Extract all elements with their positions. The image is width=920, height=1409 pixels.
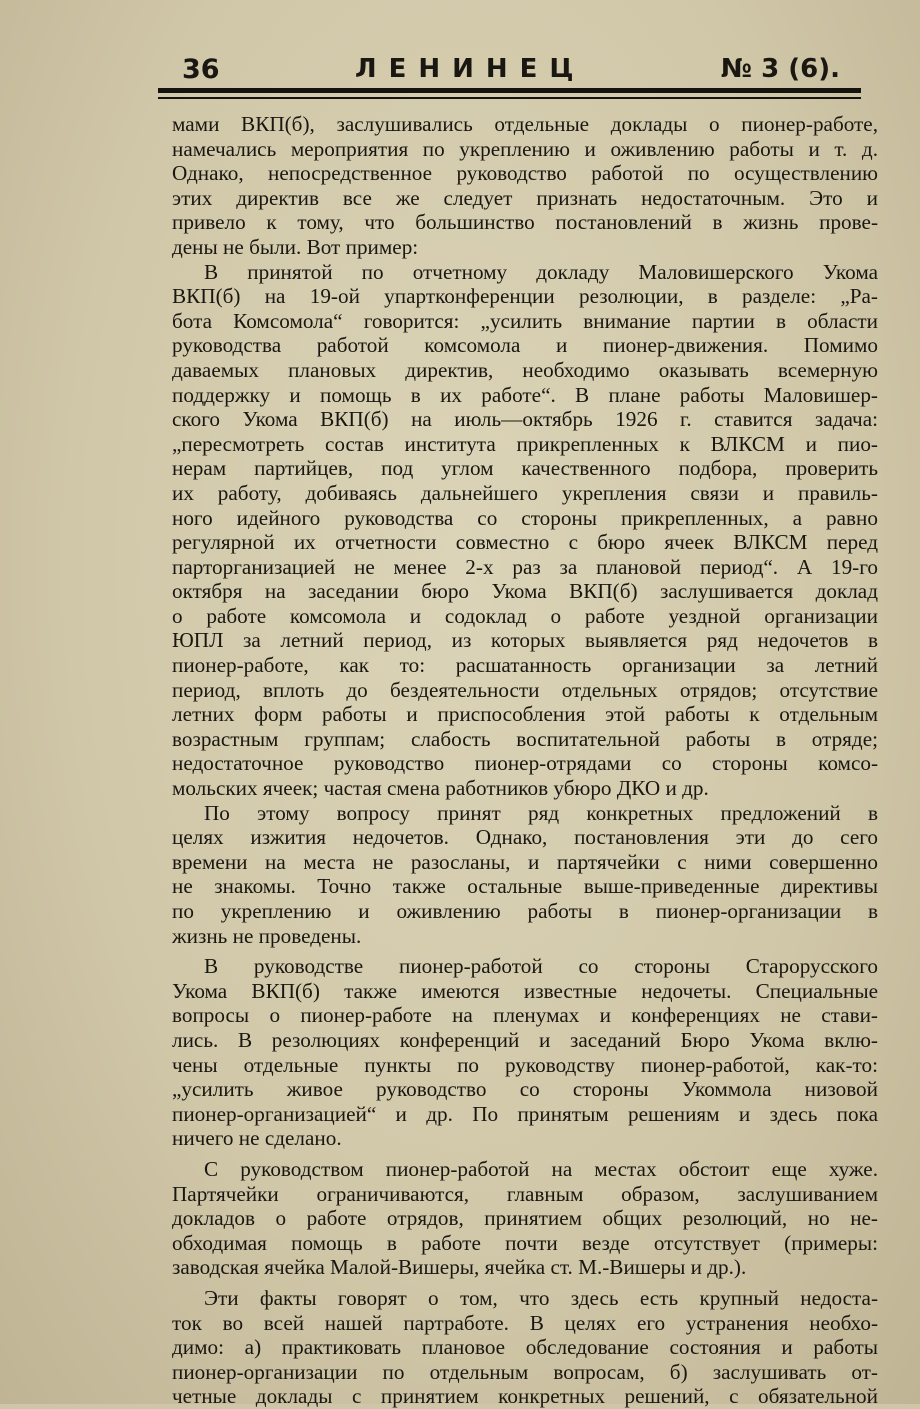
text-line: В принятой по отчетному докладу Маловишерского Укома — [204, 259, 878, 284]
text-line: пионер-работе, как то: расшатанность организации за летний — [172, 653, 878, 678]
text-line: руководства работой комсомола и пионер-движения. Помимо — [172, 333, 878, 358]
text-line: заводская ячейка Малой-Вишеры, ячейка ст. М.-Вишеры и др.). — [172, 1255, 747, 1280]
text-line: ского Укома ВКП(б) на июль—октябрь 1926 г. ставится задача: — [172, 407, 878, 432]
page-number: 36 — [182, 54, 220, 85]
issue-number: № 3 (6). — [720, 54, 840, 84]
text-line: ничего не сделано. — [172, 1126, 342, 1151]
paragraph — [172, 1157, 878, 1280]
text-line: парторганизацией не менее 2-х раз за плановой период“. А 19-го — [172, 554, 878, 579]
text-line: вопросы о пионер-работе на пленумах и конференциях не стави- — [172, 1003, 878, 1028]
text-line: жизнь не проведены. — [172, 923, 362, 948]
text-line: Укома ВКП(б) также имеются известные недочеты. Специальные — [172, 978, 878, 1003]
text-line: пионер-организации по отдельным вопросам, б) заслушивать от- — [172, 1359, 878, 1384]
text-line: обходимая помощь в работе почти везде отсутствует (примеры: — [172, 1230, 878, 1255]
text-line: летних форм работы и приспособления этой работы к отдельным — [172, 702, 878, 727]
text-line: недостаточное руководство пионер-отрядами со стороны комсо- — [172, 751, 878, 776]
text-line: ВКП(б) на 19-ой упартконференции резолюции, в разделе: „Ра- — [172, 284, 878, 309]
text-line: ного идейного руководства со стороны прикрепленных, а равно — [172, 505, 878, 530]
article-body — [172, 112, 878, 1409]
text-line: по укреплению и оживлению работы в пионер-организации в — [172, 899, 878, 923]
text-line: докладов о работе отрядов, принятием общих резолюций, но не- — [172, 1206, 878, 1231]
text-line: привело к тому, что большинство постановлений в жизнь прове- — [172, 210, 878, 235]
text-line: период, вплоть до бездеятельности отдельных отрядов; отсутствие — [172, 677, 878, 702]
journal-title: ЛЕНИНЕЦ — [355, 54, 586, 84]
text-line: этих директив все же следует признать недостаточным. Это и — [172, 185, 878, 210]
text-line: С руководством пионер-работой на местах обстоит еще хуже. — [204, 1156, 878, 1181]
text-line: В руководстве пионер-работой со стороны Старорусского — [204, 954, 878, 979]
text-line: мами ВКП(б), заслушивались отдельные доклады о пионер-работе, — [172, 112, 878, 136]
running-header — [160, 52, 860, 88]
text-line: Партячейки ограничиваются, главным образом, заслушиванием — [172, 1181, 878, 1206]
paragraph — [172, 954, 878, 1151]
text-line: пионер-организацией“ и др. По принятым решениям и здесь пока — [172, 1101, 878, 1126]
text-line: бота Комсомола“ говорится: „усилить внимание партии в области — [172, 308, 878, 333]
text-line: их работу, добиваясь дальнейшего укрепления связи и правиль- — [172, 480, 878, 505]
text-line: Однако, непосредственное руководство работой по осуществлению — [172, 161, 878, 186]
text-line: четные доклады с принятием конкретных решений, с обязательной — [172, 1384, 878, 1409]
paragraph — [172, 801, 878, 949]
header-rule-thin — [158, 97, 861, 99]
text-line: лись. В резолюциях конференций и заседаний Бюро Укома вклю- — [172, 1027, 878, 1052]
text-line: ток во всей нашей партработе. В целях его устранения необхо- — [172, 1310, 878, 1335]
text-line: ЮПЛ за летний период, из которых выявляется ряд недочетов в — [172, 628, 878, 653]
paragraph — [172, 1286, 878, 1409]
text-line: октября на заседании бюро Укома ВКП(б) заслушивается доклад — [172, 579, 878, 604]
text-line: о работе комсомола и содоклад о работе уездной организации — [172, 603, 878, 628]
text-line: поддержку и помощь в их работе“. В плане работы Маловишер- — [172, 382, 878, 407]
text-line: регулярной их отчетности совместно с бюро ячеек ВЛКСМ перед — [172, 530, 878, 555]
text-line: чены отдельные пункты по руководству пионер-работой, как-то: — [172, 1052, 878, 1077]
text-line: Эти факты говорят о том, что здесь есть крупный недоста- — [204, 1285, 878, 1310]
text-line: целях изжития недочетов. Однако, постановления эти до сего — [172, 825, 878, 850]
text-line: времени на места не разосланы, и партячейки с ними совершенно — [172, 849, 878, 874]
text-line: „усилить живое руководство со стороны Укоммола низовой — [172, 1077, 878, 1102]
text-line: не знакомы. Точно также остальные выше-приведенные директивы — [172, 874, 878, 899]
text-line: димо: а) практиковать плановое обследование состояния и работы — [172, 1335, 878, 1360]
header-rule-thick — [158, 88, 861, 93]
text-line: намечались мероприятия по укреплению и оживлению работы и т. д. — [172, 136, 878, 161]
paragraph — [172, 112, 878, 260]
text-line: По этому вопросу принят ряд конкретных предложений в — [204, 800, 878, 825]
text-line: возрастным группам; слабость воспитательной работы в отряде; — [172, 726, 878, 751]
text-line: мольских ячеек; частая смена работников убюро ДКО и др. — [172, 776, 709, 801]
text-line: нерам партийцев, под углом качественного подбора, проверить — [172, 456, 878, 481]
paragraph — [172, 260, 878, 801]
text-line: дены не были. Вот пример: — [172, 234, 419, 259]
text-line: „пересмотреть состав института прикрепленных к ВЛКСМ и пио- — [172, 431, 878, 456]
text-line: даваемых плановых директив, необходимо оказывать всемерную — [172, 357, 878, 382]
